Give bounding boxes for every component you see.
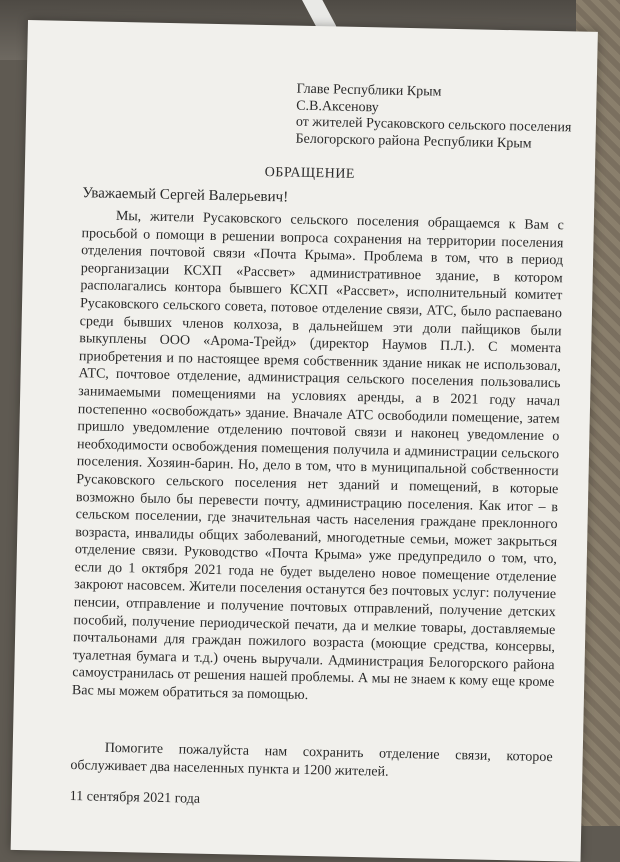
- salutation: Уважаемый Сергей Валерьевич!: [82, 185, 289, 206]
- body-paragraph: Мы, жители Русаковского сельского поселения обращаемся к Вам с просьбой о помощи в решении вопроса сохранения на территории поселения отделения почтовой связи «Почта Крыма». Проблема в том, что в период реорганизации КСХП «Рассвет» административное здание, в котором располагались контора бывшего КСХП «Рассвет», исполнительный комитет Русаковского сельского совета, потовое отделение связи, АТС, было распаевано среди бывших членов колхоза, в дальнейшем эти доли пайщиков были выкуплены ООО «Арома-Трейд» (директор Наумов П.Л.). С момента приобретения и по настоящее время собственник здание никак не использовал, АТС, почтовое отделение, администрация сельского поселения пользовались занимаемыми помещениями на условиях аренды, а в 2021 году начал постепенно «освобождать» здание. Вначале АТС освободили помещение, затем пришло уведомление отделению почтовой связи и наконец уведомление о необходимости освобождения помещения получила и администрации сельского поселения. Хозяин-барин. Но, дело в том, что в муниципальной собственности Русаковского сельского поселения нет зданий и помещений, в которые возможно было бы перевести почту, администрацию поселения. Как итог – в сельском поселении, где значительная часть населения граждане преклонного возраста, инвалиды общих заболеваний, многодетные семьи, может закрыться отделение связи. Руководство «Почта Крыма» уже предупредило о том, что, если до 1 октября 2021 года не будет выделено новое помещение отделение закроют насовсем. Жители поселения останутся без почтовых услуг: получение пенсии, отправление и получение почтовых отправлений, получение детских пособий, получение периодической печати, да и мелкие товары, доставляемые почтальонами для граждан пожилого возраста (моющие средства, консервы, туалетная бумага и т.д.) очень выручали. Администрация Белогорского района самоустранилась от решения нашей проблемы. А мы не знаем к кому еще кроме Вас мы можем обратиться за помощью.: [71, 208, 564, 704]
- addressee-line: Главе Республики Крым: [296, 81, 442, 100]
- addressee-line: Белогорского района Республики Крым: [295, 131, 532, 152]
- closing-paragraph: Помогите пожалуйста нам сохранить отделение связи, которое обслуживает два населенных пункта и 1200 жителей.: [70, 740, 553, 780]
- letter-sheet: [11, 20, 598, 862]
- document-title: ОБРАЩЕНИЕ: [264, 164, 356, 182]
- addressee-block: [295, 82, 586, 154]
- addressee-line: от жителей Русаковского сельского поселения: [295, 114, 572, 136]
- addressee-line: С.В.Аксенову: [296, 98, 379, 115]
- letter-date: 11 сентября 2021 года: [69, 789, 201, 807]
